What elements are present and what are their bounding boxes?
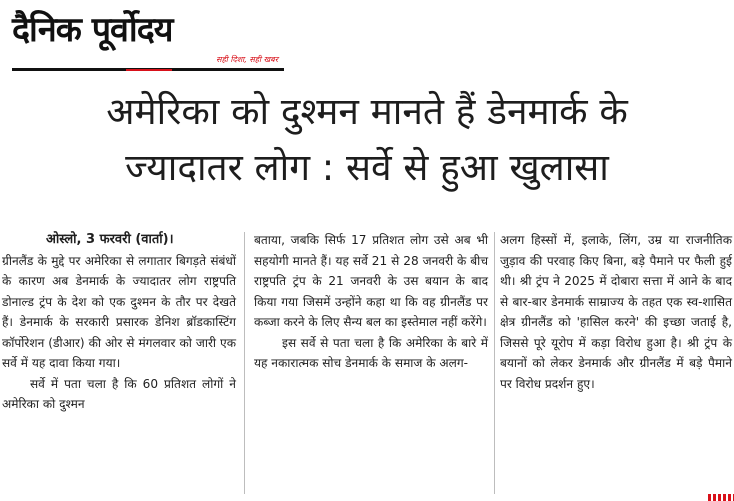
- column-divider-1: [244, 232, 245, 494]
- logo-word-1: दैनिक: [12, 10, 92, 50]
- corner-mark: [708, 494, 734, 501]
- column-2-paragraph-2: इस सर्वे से पता चला है कि अमेरिका के बारे में यह नकारात्मक सोच डेनमार्क के समाज के अलग-: [254, 335, 488, 370]
- dateline: ओस्लो, 3 फरवरी (वार्ता)।: [46, 232, 174, 247]
- article-headline: [0, 84, 734, 196]
- headline-line-2: ज्यादातर लोग : सर्वे से हुआ खुलासा: [125, 146, 609, 189]
- column-3-paragraph-1: अलग हिस्सों में, इलाके, लिंग, उम्र या राजनीतिक जुड़ाव की परवाह किए बिना, बड़े पैमाने पर फैली हुई थी। श्री ट्रंप ने 2025 में दोबारा सत्ता में आने के बाद से बार-बार डेनमार्क साम्राज्य के तहत एक स्व-शासित क्षेत्र ग्रीनलैंड को 'हासिल करने' की इच्छा जताई है, जिससे पूरे यूरोप में कड़ा विरोध हुआ है। श्री ट्रंप के बयानों को लेकर डेनमार्क और ग्रीनलैंड में बड़े पैमाने पर विरोध प्रदर्शन हुए।: [500, 233, 732, 391]
- article-column-2: [254, 230, 488, 374]
- column-divider-2: [494, 232, 495, 494]
- column-1-paragraph-1: ग्रीनलैंड के मुद्दे पर अमेरिका से लगातार बिगड़ते संबंधों के कारण अब डेनमार्क के ज्यादातर लोग राष्ट्रपति डोनाल्ड ट्रंप के देश को एक दुश्मन के तौर पर देखते हैं। डेनमार्क के सरकारी प्रसारक डेनिश ब्रॉडकास्टिंग कॉर्पोरेशन (डीआर) की ओर से मंगलवार को जारी एक सर्वे में यह दावा किया गया।: [2, 253, 236, 370]
- article-column-1: [2, 230, 236, 415]
- newspaper-logo: [12, 8, 172, 52]
- column-1-paragraph-2: सर्वे में पता चला है कि 60 प्रतिशत लोगों ने अमेरिका को दुश्मन: [2, 376, 236, 411]
- article-column-3: [500, 230, 732, 394]
- logo-word-2: पूर्वोदय: [91, 10, 173, 50]
- masthead-red-mark: [126, 69, 172, 71]
- headline-line-1: अमेरिका को दुश्मन मानते हैं डेनमार्क के: [106, 90, 628, 133]
- masthead: [12, 8, 284, 72]
- column-2-paragraph-1: बताया, जबकि सिर्फ 17 प्रतिशत लोग उसे अब भी सहयोगी मानते हैं। यह सर्वे 21 से 28 जनवरी के बीच राष्ट्रपति ट्रंप के 21 जनवरी के उस बयान के बाद किया गया जिसमें उन्होंने कहा था कि वह ग्रीनलैंड पर कब्जा करने के लिए सैन्य बल का इस्तेमाल नहीं करेंगे।: [254, 233, 488, 329]
- masthead-tagline: सही दिशा, सही खबर: [216, 55, 278, 64]
